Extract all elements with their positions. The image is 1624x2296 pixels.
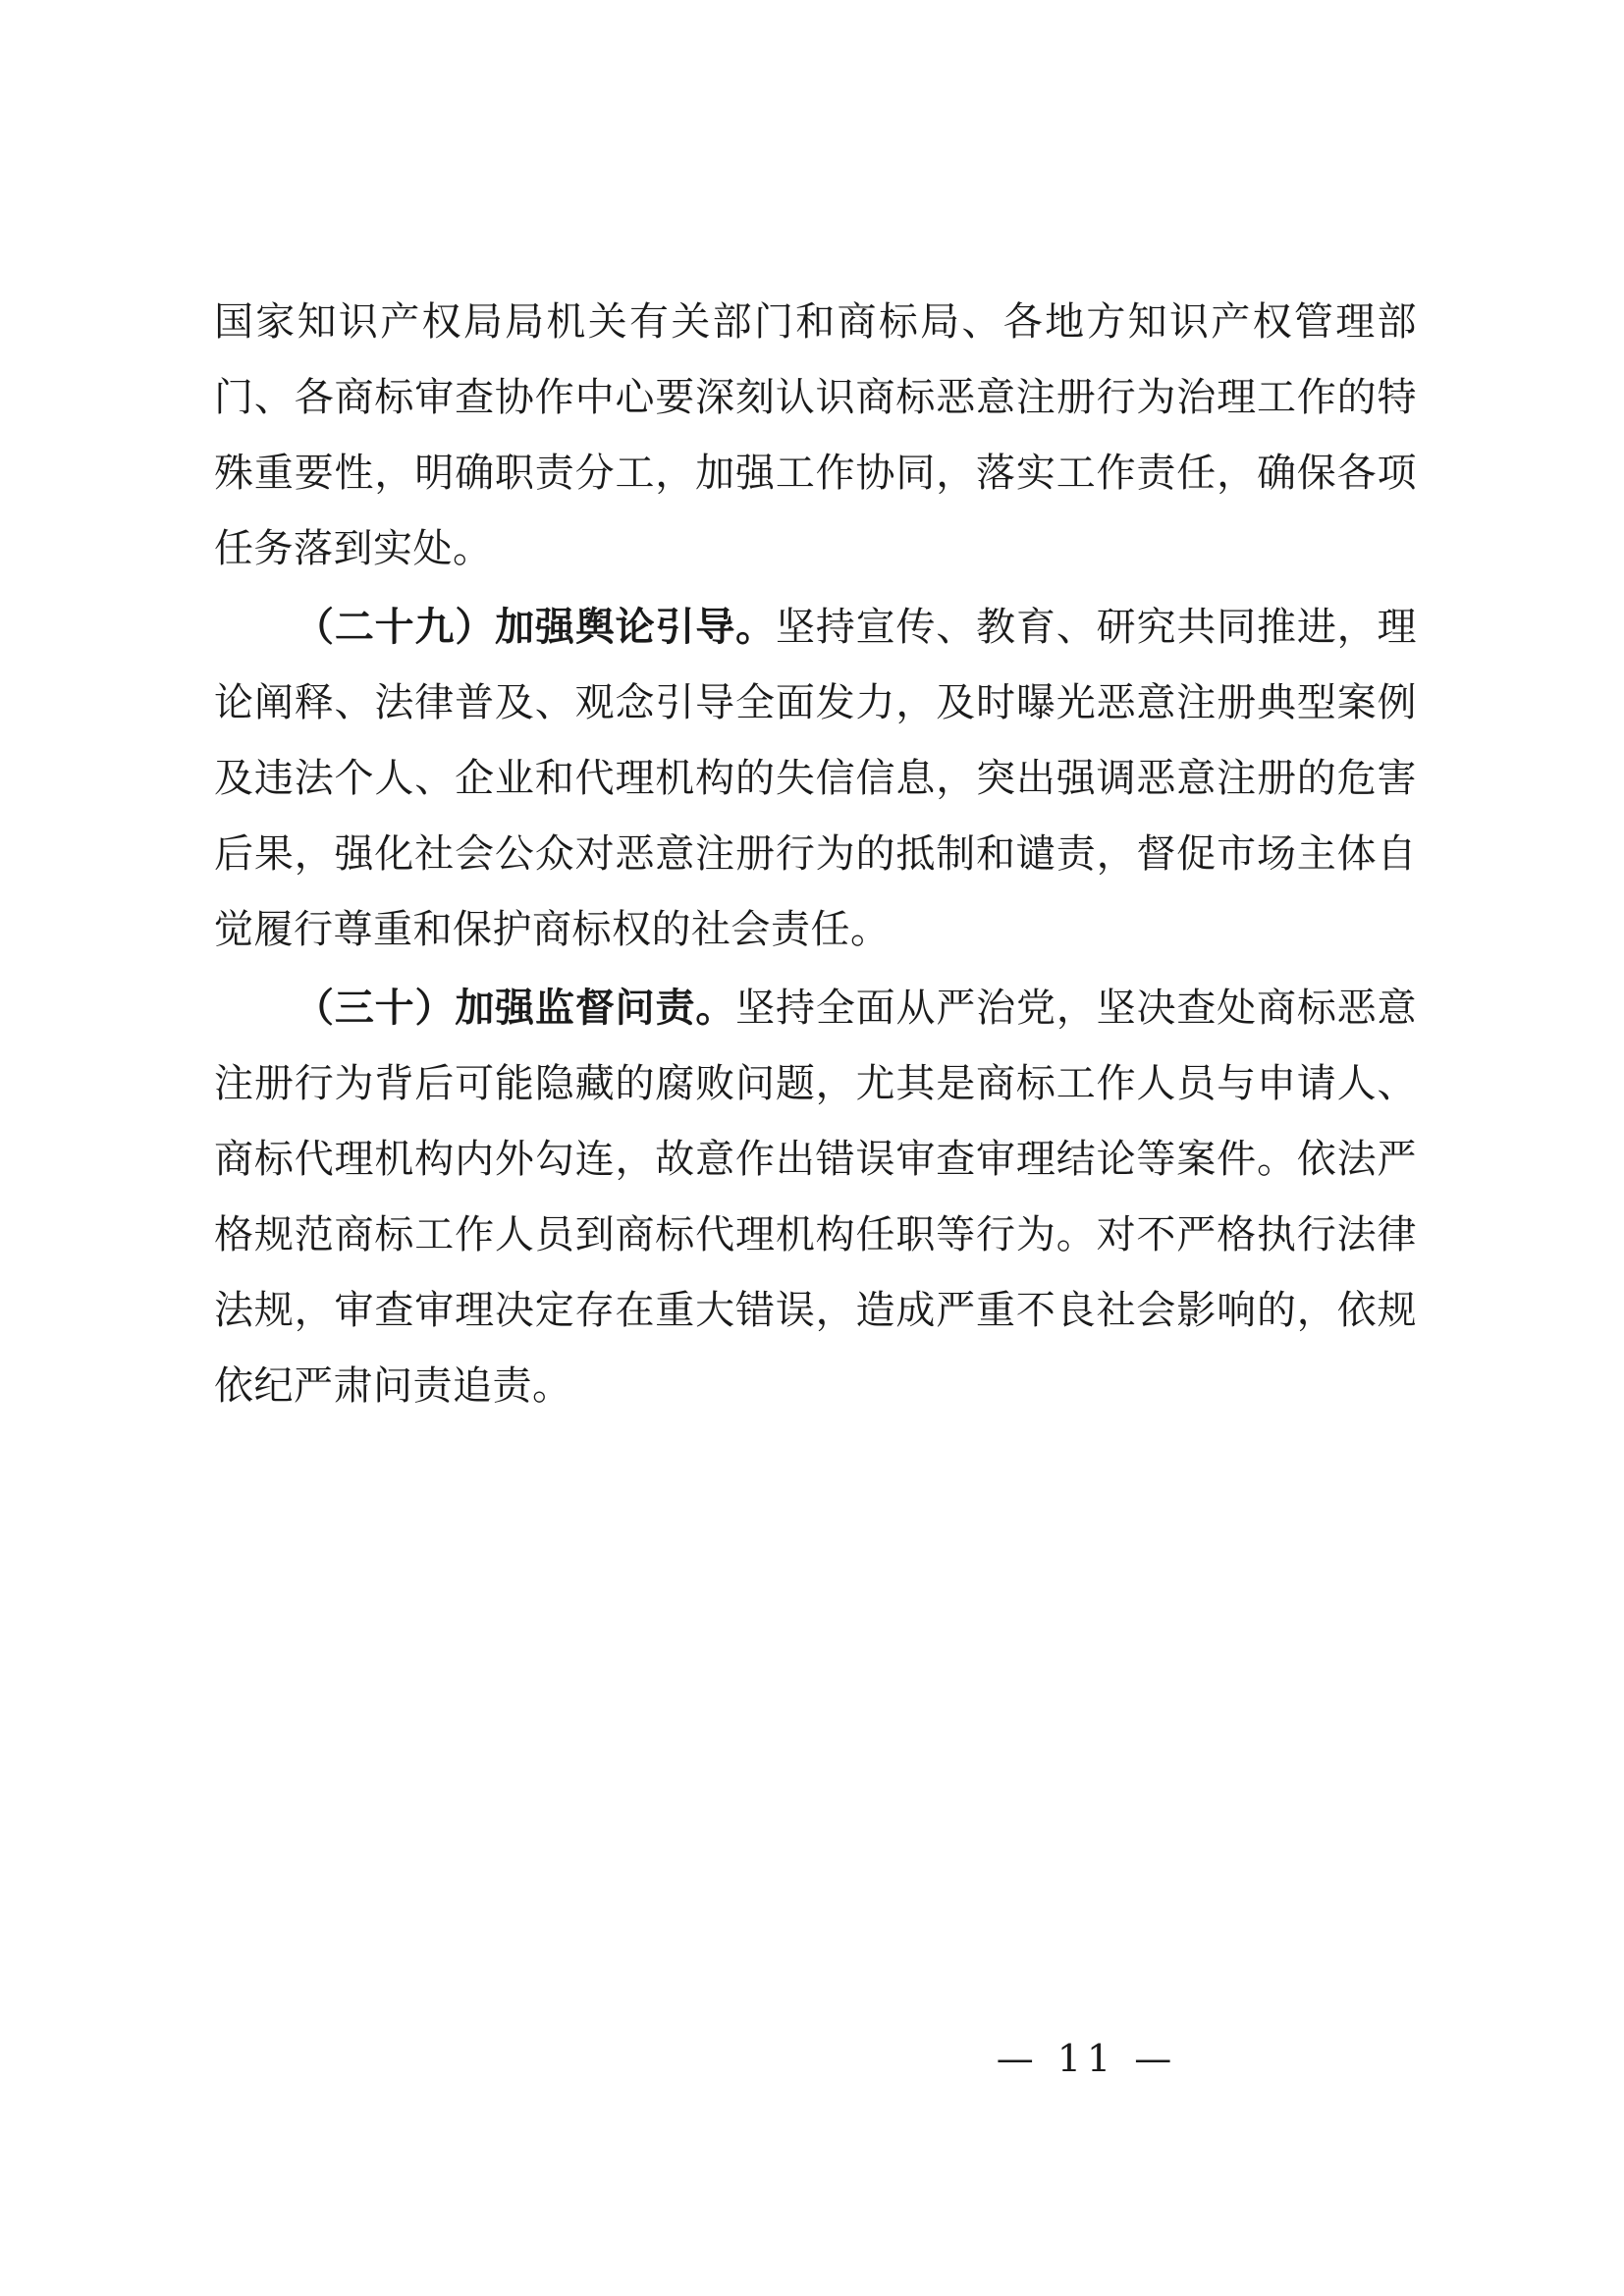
paragraph-1 <box>214 285 1417 587</box>
paragraph-3-text: 坚持全面从严治党，坚决查处商标恶意注册行为背后可能隐藏的腐败问题，尤其是商标工作人员与申请人、商标代理机构内外勾连，故意作出错误审查审理结论等案件。依法严格规范商标工作人员到商标代理机构任职等行为。对不严格执行法律法规，审查审理决定存在重大错误，造成严重不良社会影响的，依规依纪严肃问责追责。 <box>214 986 1418 1409</box>
page-number: — 11 — <box>996 2037 1178 2080</box>
paragraph-3 <box>214 970 1417 1424</box>
paragraph-2-lead: （二十九）加强舆论引导。 <box>295 604 776 650</box>
paragraph-2-text: 坚持宣传、教育、研究共同推进，理论阐释、法律普及、观念引导全面发力，及时曝光恶意注册典型案例及违法个人、企业和代理机构的失信信息，突出强调恶意注册的危害后果，强化社会公众对恶意注册行为的抵制和谴责，督促市场主体自觉履行尊重和保护商标权的社会责任。 <box>214 605 1417 952</box>
page-footer <box>0 2037 1624 2080</box>
paragraph-1-text: 国家知识产权局局机关有关部门和商标局、各地方知识产权管理部门、各商标审查协作中心要深刻认识商标恶意注册行为治理工作的特殊重要性，明确职责分工，加强工作协同，落实工作责任，确保各项任务落到实处。 <box>214 299 1417 571</box>
document-body <box>214 285 1417 1426</box>
paragraph-2 <box>214 589 1417 968</box>
paragraph-3-lead: （三十）加强监督问责。 <box>295 985 736 1031</box>
